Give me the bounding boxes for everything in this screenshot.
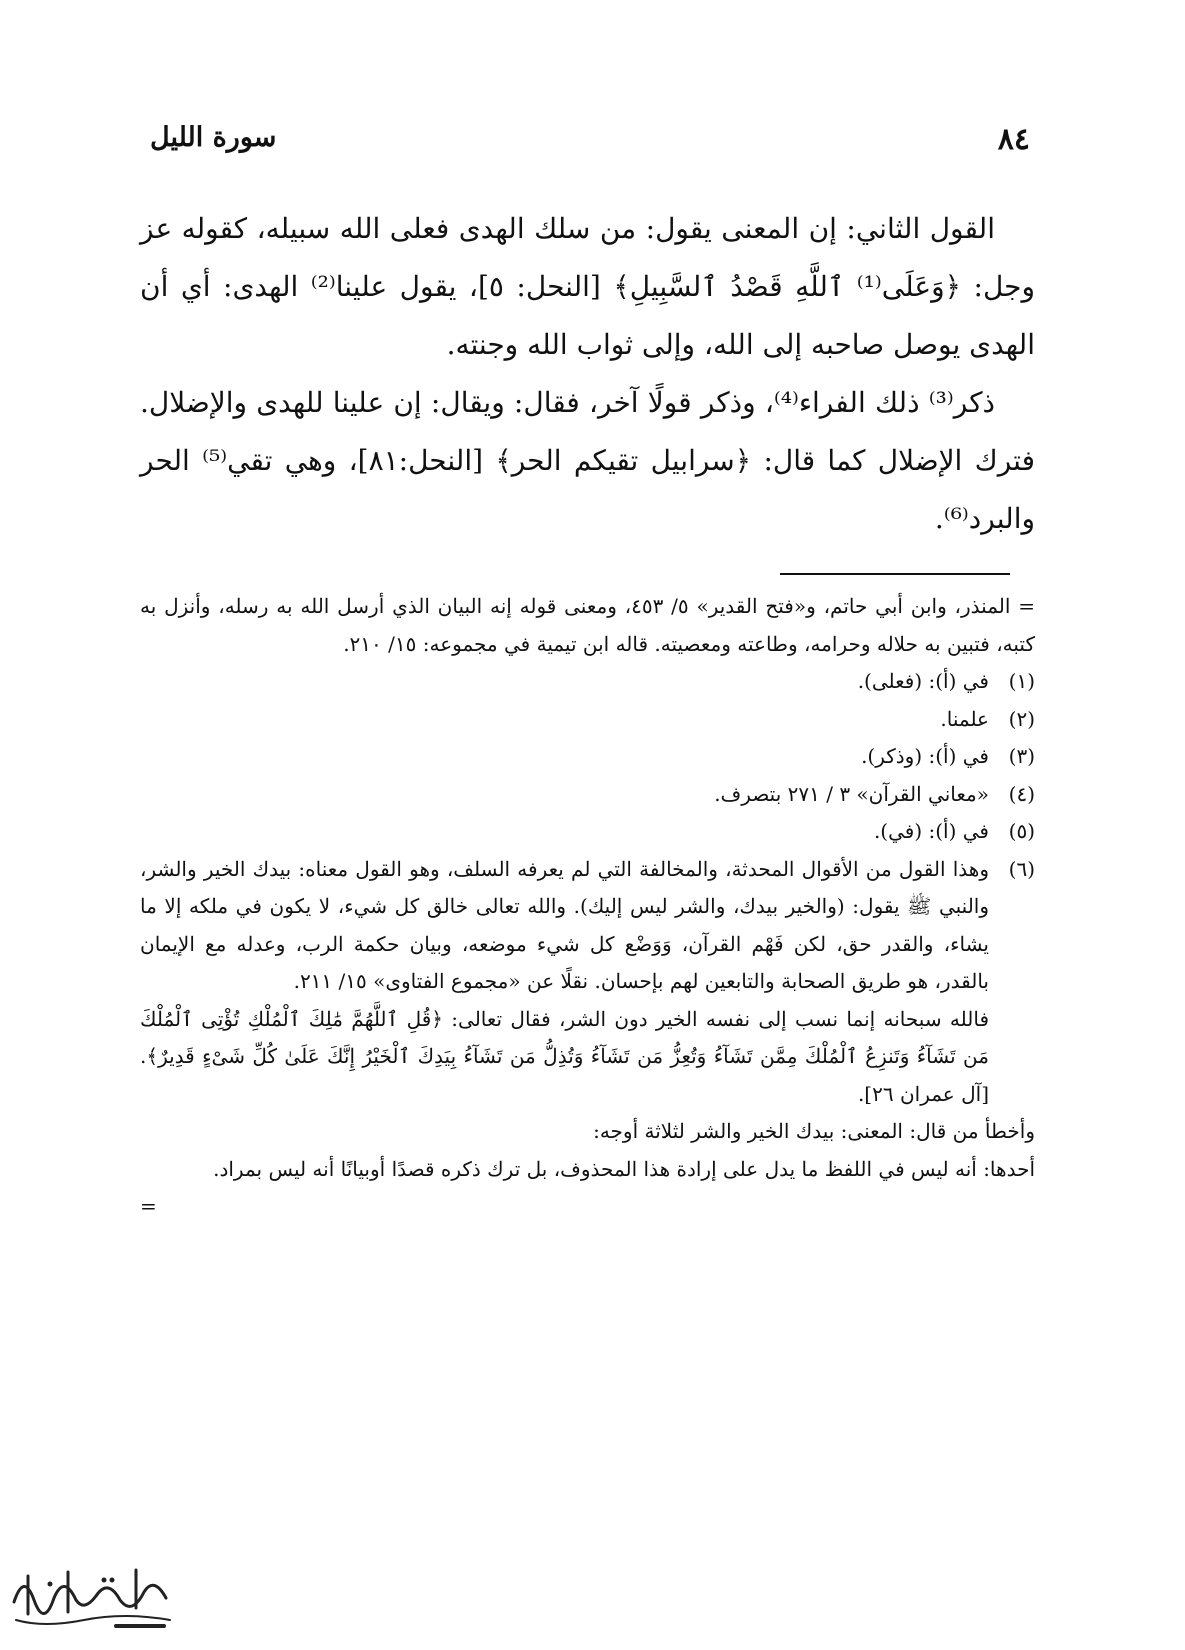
footnote-paragraph: وهذا القول من الأقوال المحدثة، والمخالفة التي لم يعرفه السلف، وهو القول معناه: بيدك الخير والشر، والنبي ﷺ يقول: (والخير بيدك، والشر ليس إليك). والله تعالى خالق كل شيء، لا يكون في ملكه إلا ما يشاء، والقدر حق، لكن فَهْم القرآن، وَوَضْع كل شيء موضعه، وبيان حكمة الرب، وعدله مع الإيمان بالقدر، هو طريق الصحابة والتابعين لهم بإحسان. نقلًا عن «مجموع الفتاوى» ١٥/ ٢١١. bbox=[140, 856, 989, 993]
footnote-number: (٦) bbox=[1008, 856, 1035, 881]
page-number: ٨٤ bbox=[997, 122, 1030, 157]
footnote bbox=[140, 663, 1035, 701]
footnote-text bbox=[140, 851, 989, 1114]
page-header bbox=[150, 112, 1030, 162]
footnote-number: (٢) bbox=[1008, 706, 1035, 731]
footnote bbox=[140, 776, 1035, 814]
footnote-number: (١) bbox=[1008, 669, 1035, 693]
footnote bbox=[140, 813, 1035, 851]
running-title: سورة الليل bbox=[150, 122, 277, 153]
footnote bbox=[140, 738, 1035, 776]
footnote-text: في (أ): (فعلى). bbox=[857, 669, 989, 693]
footnotes bbox=[140, 588, 1035, 1226]
calligraphy-logo-icon bbox=[4, 1562, 179, 1637]
footnote-text: علمنا. bbox=[940, 706, 989, 731]
footnote-paragraph: فالله سبحانه إنما نسب إلى نفسه الخير دون الشر، فقال تعالى: ﴿قُلِ ٱللَّهُمَّ مَٰلِكَ ٱلْمُلْكِ تُؤْتِى ٱلْمُلْكَ مَن تَشَآءُ وَتَنزِعُ ٱلْمُلْكَ مِمَّن تَشَآءُ وَتُعِزُّ مَن تَشَآءُ وَتُذِلُّ مَن تَشَآءُ بِيَدِكَ ٱلْخَيْرُ إِنَّكَ عَلَىٰ كُلِّ شَىْءٍ قَدِيرٌ﴾. [آل عمران ٢٦]. bbox=[140, 1006, 989, 1106]
footnote bbox=[140, 851, 1035, 1114]
footnote-text: في (أ): (وذكر). bbox=[861, 744, 989, 768]
footnote-paragraph: أحدها: أنه ليس في اللفظ ما يدل على إرادة هذا المحذوف، بل ترك ذكره قصدًا أوبيانًا أنه ليس بمراد. bbox=[213, 1156, 1035, 1181]
footnote-number: (٥) bbox=[1008, 819, 1035, 843]
watermark-logo bbox=[4, 1562, 179, 1637]
footnote-text: في (أ): (في). bbox=[873, 819, 989, 843]
continuation-mark: = bbox=[140, 1194, 157, 1218]
main-text bbox=[140, 200, 1035, 548]
footnote-continuation: = المنذر، وابن أبي حاتم، و«فتح القدير» ٥/ ٤٥٣، ومعنى قوله إنه البيان الذي أرسل الله به رسله، وأنزل به كتبه، فتبين به حلاله وحرامه، وطاعته ومعصيته. قاله ابن تيمية في مجموعه: ١٥/ ٢١٠. bbox=[140, 594, 1035, 656]
main-paragraph: ذكر⁽³⁾ ذلك الفراء⁽⁴⁾، وذكر قولًا آخر، فقال: ويقال: إن علينا للهدى والإضلال. فترك الإضلال كما قال: ﴿سرابيل تقيكم الحر﴾ [النحل:٨١]، وهي تقي⁽⁵⁾ الحر والبرد⁽⁶⁾. bbox=[140, 386, 1035, 535]
footnote-separator bbox=[780, 573, 1010, 575]
main-paragraph: القول الثاني: إن المعنى يقول: من سلك الهدى فعلى الله سبيله، كقوله عز وجل: ﴿وَعَلَى⁽¹⁾ ٱللَّهِ قَصْدُ ٱلسَّبِيلِ﴾ [النحل: ٥]، يقول علينا⁽²⁾ الهدى: أي أن الهدى يوصل صاحبه إلى الله، وإلى ثواب الله وجنته. bbox=[140, 212, 1035, 361]
footnote-paragraph: وأخطأ من قال: المعنى: بيدك الخير والشر لثلاثة أوجه: bbox=[593, 1119, 1035, 1143]
footnote bbox=[140, 701, 1035, 739]
footnote-number: (٣) bbox=[1008, 744, 1035, 768]
footnote-text: «معاني القرآن» ٣ / ٢٧١ بتصرف. bbox=[714, 781, 989, 806]
footnote-number: (٤) bbox=[1008, 781, 1035, 806]
